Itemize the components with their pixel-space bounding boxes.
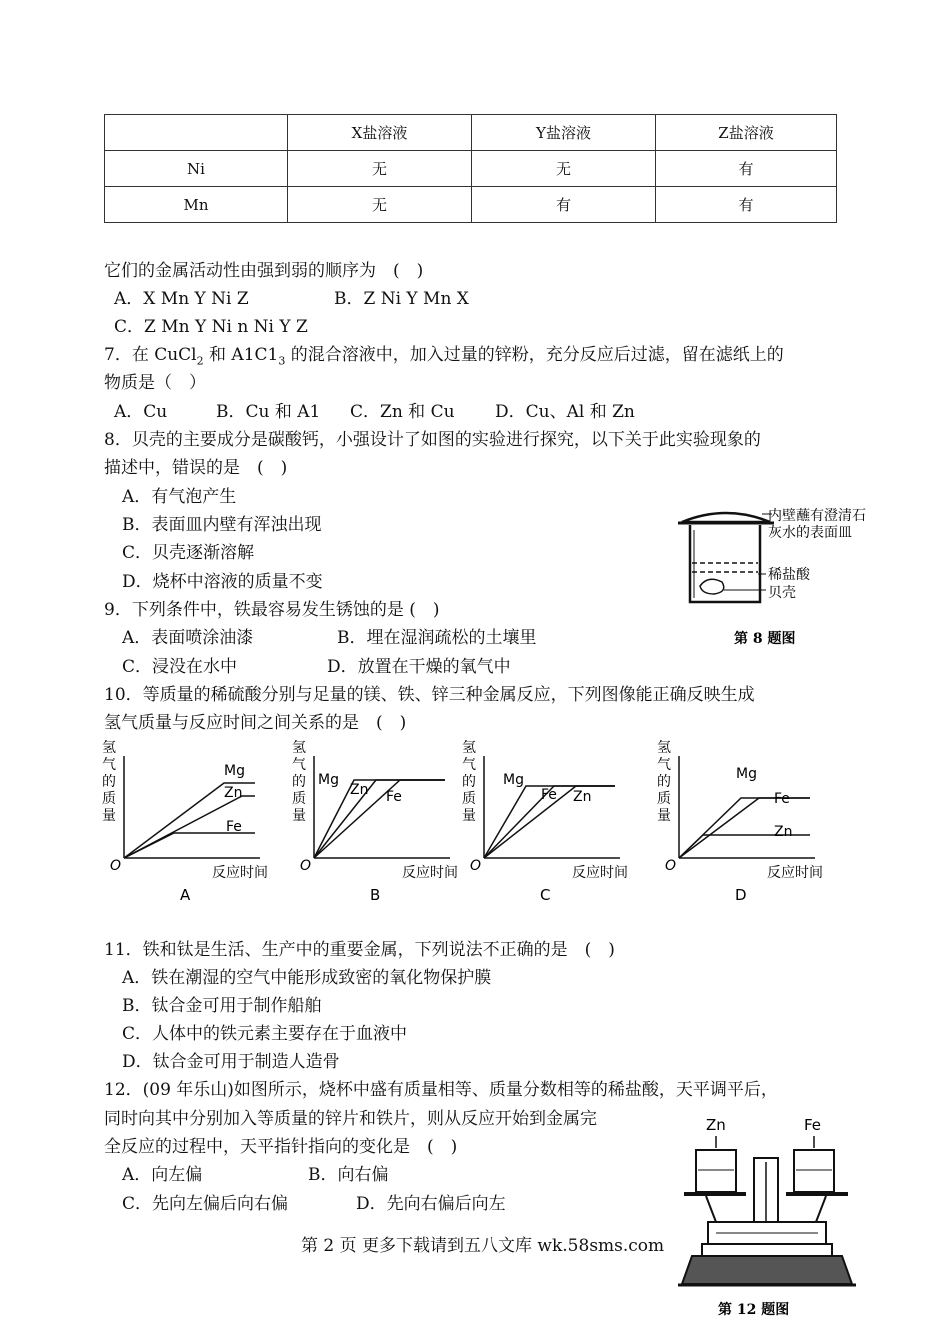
q8-beaker-figure (672, 500, 892, 650)
curve-label: Mg (318, 772, 339, 788)
q6-option-c: C．Z Mn Y Ni n Ni Y Z (114, 317, 308, 337)
curve-label: Zn (774, 824, 793, 840)
table-cell: Ni (105, 151, 288, 187)
table-cell: 有 (656, 151, 837, 187)
q7-stem-line1 (104, 343, 784, 373)
table-header-cell (105, 115, 288, 151)
y-axis-label-char: 氢 (462, 740, 476, 756)
origin-label: O (665, 858, 677, 874)
q10-graphs (100, 738, 840, 908)
q7-sub1: 2 (196, 354, 204, 368)
q9-option-a: A．表面喷涂油漆 (122, 628, 254, 648)
graph-label: A (180, 886, 191, 904)
q8-fig-caption: 第 8 题图 (734, 631, 796, 647)
y-axis-label-char: 的 (657, 774, 671, 790)
curve-label: Zn (573, 789, 592, 805)
y-axis-label-char: 质 (102, 791, 116, 807)
y-axis-label-char: 量 (292, 808, 306, 824)
table-header-row (105, 115, 837, 151)
table-row (105, 187, 837, 223)
q12-stem-line1: 12．(09 年乐山)如图所示，烧杯中盛有质量相等、质量分数相等的稀盐酸，天平调平后， (104, 1080, 778, 1100)
curve-label: Zn (224, 785, 243, 801)
q6-stem: 它们的金属活动性由强到弱的顺序为 ( ) (104, 261, 424, 281)
q8-option-a: A．有气泡产生 (122, 487, 237, 507)
y-axis-label-char: 气 (462, 757, 476, 773)
q7-option-b: B．Cu 和 A1 (216, 402, 321, 422)
q11-option-a: A．铁在潮湿的空气中能形成致密的氧化物保护膜 (122, 968, 492, 988)
q12-option-b: B．向右偏 (308, 1165, 389, 1185)
y-axis-label-char: 质 (292, 791, 306, 807)
curve-label: Mg (503, 772, 524, 788)
table-cell: 无 (288, 187, 472, 223)
table-header-cell: X盐溶液 (288, 115, 472, 151)
q12-option-c: C．先向左偏后向右偏 (122, 1194, 289, 1214)
y-axis-label-char: 量 (657, 808, 671, 824)
y-axis-label-char: 氢 (657, 740, 671, 756)
left-beaker (696, 1150, 736, 1192)
origin-label: O (300, 858, 312, 874)
curve-label: Mg (736, 766, 757, 782)
q6-option-a (114, 287, 249, 311)
q12-option-d: D．先向右偏后向左 (356, 1194, 506, 1214)
q8-fig-label-dish-a: 内壁蘸有澄清石 (768, 508, 866, 524)
origin-label: O (110, 858, 122, 874)
curve-label: Mg (224, 763, 245, 779)
right-beaker (794, 1150, 834, 1192)
graph-label: B (370, 886, 381, 904)
q7-text-c: 的混合溶液中，加入过量的锌粉，充分反应后过滤，留在滤纸上的 (285, 345, 784, 365)
q7-option-c: C．Zn 和 Cu (350, 402, 455, 422)
watch-glass-shape (682, 513, 770, 522)
q10-stem-line2: 氢气质量与反应时间之间关系的是 ( ) (104, 713, 407, 733)
balance-top-plate (702, 1244, 832, 1256)
q9-option-b: B．埋在湿润疏松的土壤里 (337, 628, 537, 648)
balance-base (682, 1256, 852, 1284)
table-header-cell: Y盐溶液 (472, 115, 656, 151)
table-cell: 无 (472, 151, 656, 187)
y-axis-label-char: 氢 (102, 740, 116, 756)
q8-fig-label-acid: 稀盐酸 (768, 567, 810, 583)
table-row (105, 151, 837, 187)
y-axis-label-char: 气 (102, 757, 116, 773)
q7-sub2: 3 (278, 354, 286, 368)
q7-option-a: A．Cu (114, 402, 168, 422)
q6-option-b: B．Z Ni Y Mn X (334, 289, 469, 309)
q11-option-c: C．人体中的铁元素主要存在于血液中 (122, 1024, 408, 1044)
table-cell: 无 (288, 151, 472, 187)
x-axis-label: 反应时间 (572, 865, 628, 881)
q10-stem-line1: 10．等质量的稀硫酸分别与足量的镁、铁、锌三种金属反应，下列图像能正确反映生成 (104, 685, 755, 705)
curve-fe (124, 833, 255, 858)
q12-stem-line2: 同时向其中分别加入等质量的锌片和铁片，则从反应开始到金属完 (104, 1109, 597, 1129)
table-header-cell: Z盐溶液 (656, 115, 837, 151)
graph-label: D (735, 886, 747, 904)
y-axis-label-char: 的 (292, 774, 306, 790)
q11-option-b: B．钛合金可用于制作船舶 (122, 996, 322, 1016)
q12-fig-zn-label: Zn (706, 1116, 726, 1134)
y-axis-label-char: 量 (462, 808, 476, 824)
q8-fig-label-shell: 贝壳 (768, 585, 796, 601)
q9-option-d: D．放置在干燥的氧气中 (327, 657, 511, 677)
q7-stem-line2: 物质是（ ） (104, 373, 206, 393)
q7-option-d: D．Cu、Al 和 Zn (495, 402, 635, 422)
q11-stem: 11．铁和钛是生活、生产中的重要金属，下列说法不正确的是 ( ) (104, 940, 615, 960)
q8-option-d: D．烧杯中溶液的质量不变 (122, 572, 323, 592)
q8-option-c: C．贝壳逐渐溶解 (122, 543, 255, 563)
origin-label: O (470, 858, 482, 874)
page-footer: 第 2 页 更多下载请到五八文库 wk.58sms.com (301, 1236, 665, 1256)
table-cell: 有 (656, 187, 837, 223)
q8-option-b: B．表面皿内壁有浑浊出现 (122, 515, 322, 535)
q11-option-d: D．钛合金可用于制造人造骨 (122, 1052, 340, 1072)
reaction-table (104, 114, 837, 223)
q12-fig-caption: 第 12 题图 (718, 1302, 790, 1318)
y-axis-label-char: 气 (657, 757, 671, 773)
y-axis-label-char: 氢 (292, 740, 306, 756)
x-axis-label: 反应时间 (402, 865, 458, 881)
curve-label: Fe (774, 791, 790, 807)
q9-option-c: C．浸没在水中 (122, 657, 238, 677)
q12-option-a: A．向左偏 (122, 1165, 203, 1185)
y-axis-label-char: 气 (292, 757, 306, 773)
curve-mg (314, 780, 445, 858)
y-axis-label-char: 质 (462, 791, 476, 807)
x-axis-label: 反应时间 (212, 865, 268, 881)
y-axis-label-char: 质 (657, 791, 671, 807)
curve-label: Fe (541, 787, 557, 803)
x-axis-label: 反应时间 (767, 865, 823, 881)
q7-text-a: 7．在 CuCl (104, 345, 197, 365)
q7-text-b: 和 A1C1 (203, 345, 279, 365)
curve-label: Fe (386, 789, 402, 805)
q12-balance-figure (676, 1112, 866, 1322)
curve-label: Zn (350, 782, 369, 798)
q12-stem-line3: 全反应的过程中，天平指针指向的变化是 ( ) (104, 1137, 458, 1157)
y-axis-label-char: 量 (102, 808, 116, 824)
y-axis-label-char: 的 (462, 774, 476, 790)
shell-shape (700, 579, 724, 594)
table-cell: 有 (472, 187, 656, 223)
graph-label: C (540, 886, 551, 904)
q12-fig-fe-label: Fe (804, 1116, 822, 1134)
y-axis-label-char: 的 (102, 774, 116, 790)
curve-label: Fe (226, 819, 242, 835)
q6-option-a-text: A．X Mn Y Ni Z (114, 289, 249, 309)
q8-stem-line2: 描述中，错误的是 ( ) (104, 458, 288, 478)
table-cell: Mn (105, 187, 288, 223)
q9-stem: 9．下列条件中，铁最容易发生锈蚀的是 ( ) (104, 600, 440, 620)
q8-stem-line1: 8．贝壳的主要成分是碳酸钙，小强设计了如图的实验进行探究，以下关于此实验现象的 (104, 430, 761, 450)
q8-fig-label-dish-b: 灰水的表面皿 (768, 525, 852, 541)
